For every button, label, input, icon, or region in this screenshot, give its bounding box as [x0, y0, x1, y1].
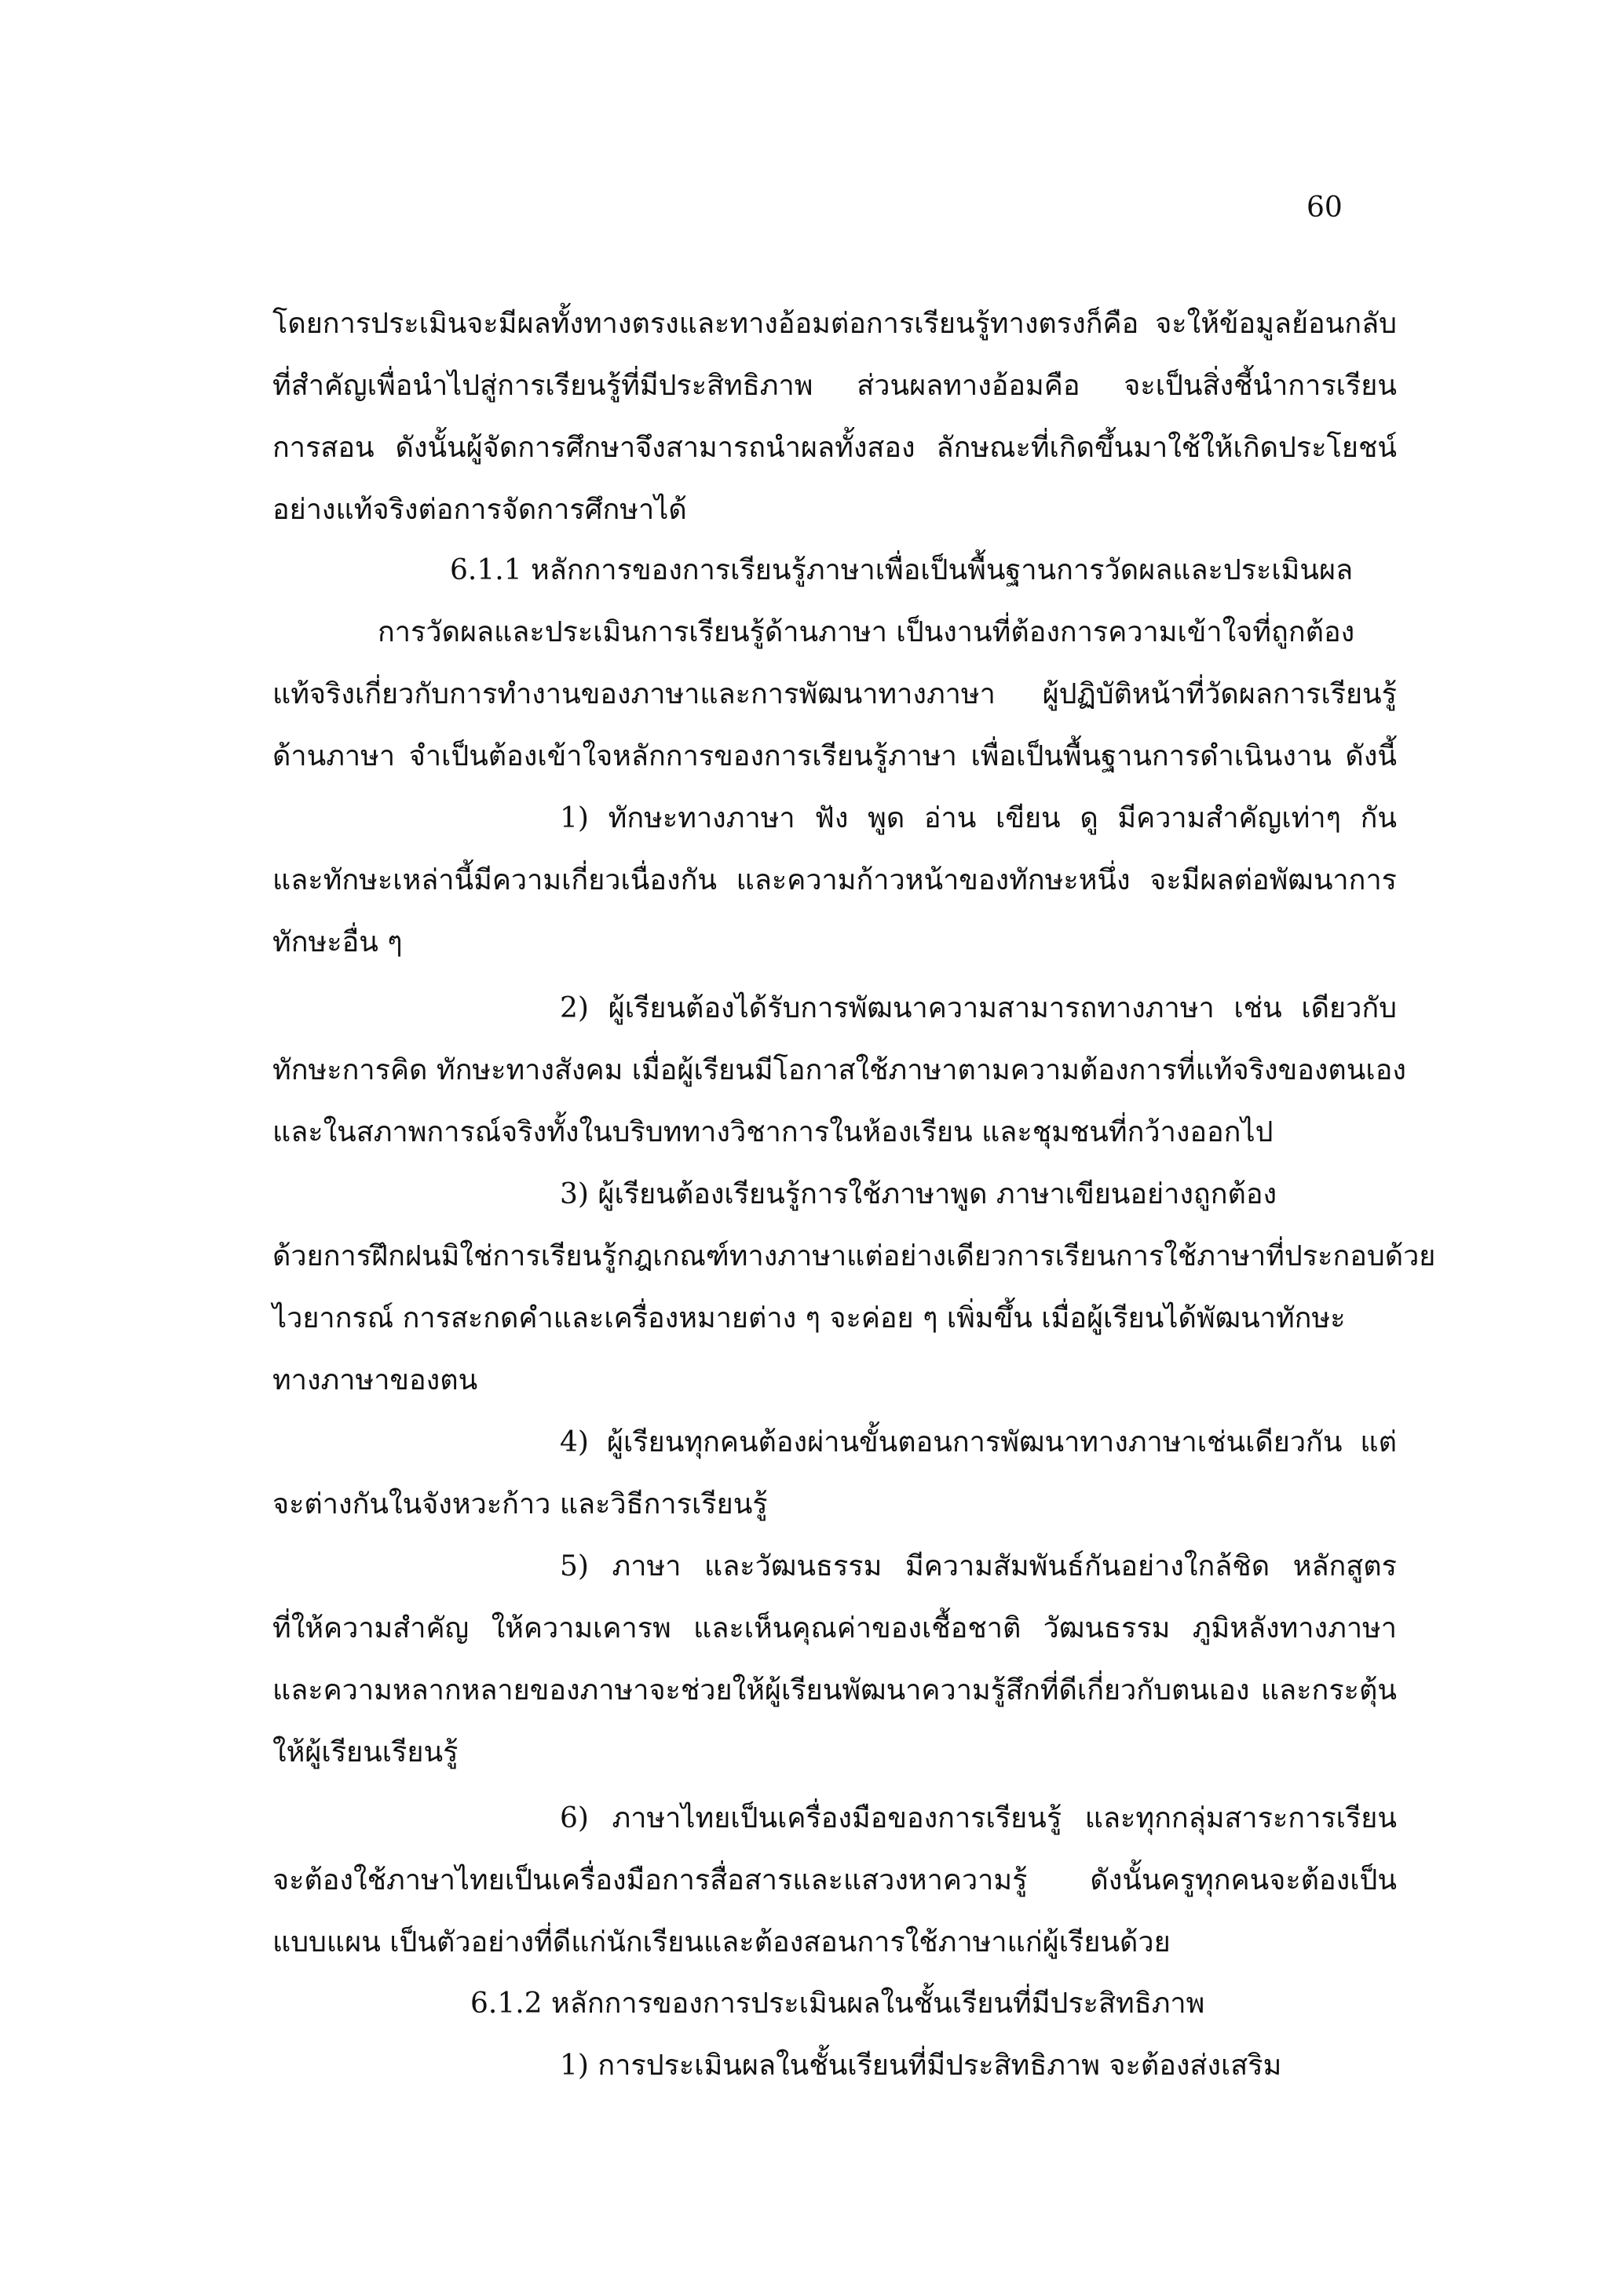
text-line: ทักษะอื่น ๆ	[272, 926, 403, 958]
text-line: ทางภาษาของตน	[272, 1364, 478, 1396]
list-item-4: 4) ผู้เรียนทุกคนต้องผ่านขั้นตอนการพัฒนาทางภาษาเช่นเดียวกัน แต่	[560, 1426, 1397, 1458]
text-line: ด้านภาษา จำเป็นต้องเข้าใจหลักการของการเรียนรู้ภาษา เพื่อเป็นพื้นฐานการดำเนินงาน ดังนี้	[272, 740, 1397, 772]
text-line: ที่ให้ความสำคัญ ให้ความเคารพ และเห็นคุณค่าของเชื้อชาติ วัฒนธรรม ภูมิหลังทางภาษา	[272, 1612, 1397, 1644]
text-line: จะต้องใช้ภาษาไทยเป็นเครื่องมือการสื่อสารและแสวงหาความรู้ ดังนั้นครูทุกคนจะต้องเป็น	[272, 1864, 1397, 1896]
text-line: อย่างแท้จริงต่อการจัดการศึกษาได้	[272, 494, 687, 526]
list-item-1: 1) ทักษะทางภาษา ฟัง พูด อ่าน เขียน ดู มีความสำคัญเท่าๆ กัน	[560, 802, 1397, 834]
page-number: 60	[1306, 192, 1343, 224]
text-line: ให้ผู้เรียนเรียนรู้	[272, 1736, 459, 1769]
text-line: แท้จริงเกี่ยวกับการทำงานของภาษาและการพัฒนาทางภาษา ผู้ปฏิบัติหน้าที่วัดผลการเรียนรู้	[272, 678, 1397, 710]
text-line: แบบแผน เป็นตัวอย่างที่ดีแก่นักเรียนและต้องสอนการใช้ภาษาแก่ผู้เรียนด้วย	[272, 1926, 1171, 1958]
text-line: ที่สำคัญเพื่อนำไปสู่การเรียนรู้ที่มีประสิทธิภาพ ส่วนผลทางอ้อมคือ จะเป็นสิ่งชี้นำการเรียน	[272, 370, 1397, 402]
text-line: และความหลากหลายของภาษาจะช่วยให้ผู้เรียนพัฒนาความรู้สึกที่ดีเกี่ยวกับตนเอง และกระตุ้น	[272, 1674, 1397, 1706]
text-line: ทักษะการคิด ทักษะทางสังคม เมื่อผู้เรียนมีโอกาสใช้ภาษาตามความต้องการที่แท้จริงของตนเอง	[272, 1054, 1406, 1086]
text-line: โดยการประเมินจะมีผลทั้งทางตรงและทางอ้อมต่อการเรียนรู้ทางตรงก็คือ จะให้ข้อมูลย้อนกลับ	[272, 308, 1397, 340]
list-item-5: 5) ภาษา และวัฒนธรรม มีความสัมพันธ์กันอย่างใกล้ชิด หลักสูตร	[560, 1550, 1397, 1582]
text-line: การวัดผลและประเมินการเรียนรู้ด้านภาษา เป็นงานที่ต้องการความเข้าใจที่ถูกต้อง	[378, 616, 1355, 648]
text-line: และทักษะเหล่านี้มีความเกี่ยวเนื่องกัน และความก้าวหน้าของทักษะหนึ่ง จะมีผลต่อพัฒนาการ	[272, 864, 1397, 896]
list-item-7: 1) การประเมินผลในชั้นเรียนที่มีประสิทธิภาพ จะต้องส่งเสริม	[560, 2050, 1282, 2082]
text-line: จะต่างกันในจังหวะก้าว และวิธีการเรียนรู้	[272, 1488, 768, 1520]
section-heading-612: 6.1.2 หลักการของการประเมินผลในชั้นเรียนที่มีประสิทธิภาพ	[470, 1988, 1205, 2020]
text-line: ด้วยการฝึกฝนมิใช่การเรียนรู้กฎเกณฑ์ทางภาษาแต่อย่างเดียวการเรียนการใช้ภาษาที่ประกอบด้วย	[272, 1240, 1436, 1272]
list-item-2: 2) ผู้เรียนต้องได้รับการพัฒนาความสามารถทางภาษา เช่น เดียวกับ	[560, 992, 1397, 1024]
text-line: การสอน ดังนั้นผู้จัดการศึกษาจึงสามารถนำผลทั้งสอง ลักษณะที่เกิดขึ้นมาใช้ให้เกิดประโยชน์	[272, 432, 1397, 464]
section-heading-611: 6.1.1 หลักการของการเรียนรู้ภาษาเพื่อเป็นพื้นฐานการวัดผลและประเมินผล	[450, 554, 1354, 586]
text-line: ไวยากรณ์ การสะกดคำและเครื่องหมายต่าง ๆ จะค่อย ๆ เพิ่มขึ้น เมื่อผู้เรียนได้พัฒนาทักษะ	[272, 1302, 1346, 1334]
list-item-3: 3) ผู้เรียนต้องเรียนรู้การใช้ภาษาพูด ภาษาเขียนอย่างถูกต้อง	[560, 1178, 1277, 1210]
list-item-6: 6) ภาษาไทยเป็นเครื่องมือของการเรียนรู้ และทุกกลุ่มสาระการเรียน	[560, 1802, 1397, 1834]
text-line: และในสภาพการณ์จริงทั้งในบริบททางวิชาการในห้องเรียน และชุมชนที่กว้างออกไป	[272, 1116, 1274, 1148]
